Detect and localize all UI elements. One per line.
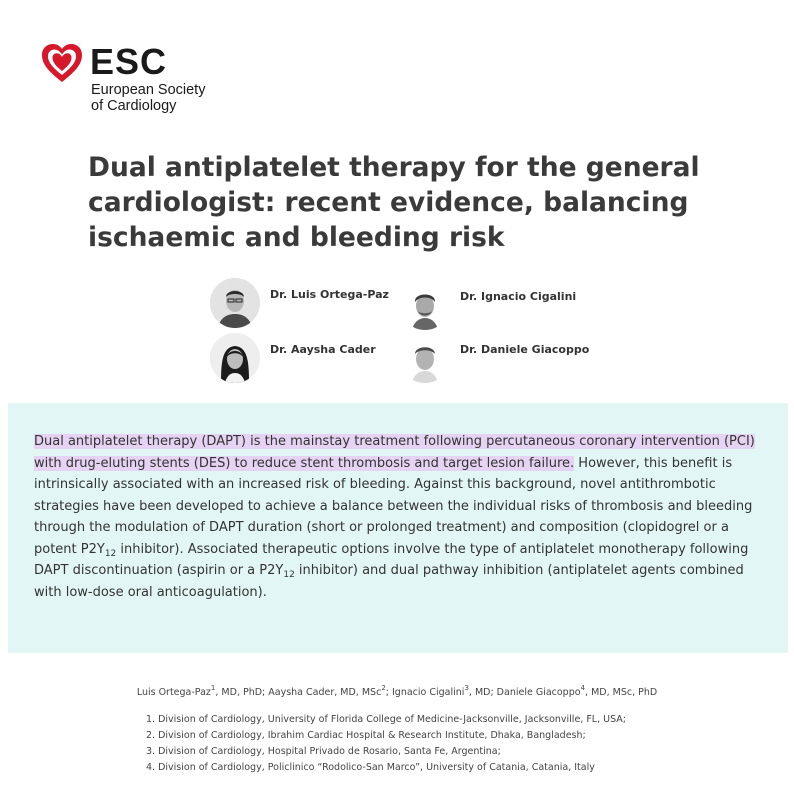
author-name: Dr. Ignacio Cigalini: [460, 290, 577, 303]
affiliation-item: 1. Division of Cardiology, University of Florida College of Medicine-Jacksonville, Jacksonville, FL, USA;: [146, 714, 626, 725]
article-title: Dual antiplatelet therapy for the general cardiologist: recent evidence, balancing ischaemic and bleeding risk: [88, 152, 700, 253]
author-name: Dr. Luis Ortega-Paz: [270, 288, 389, 301]
byline-author: Luis Ortega-Paz: [136, 687, 211, 698]
author-photo: [400, 280, 450, 330]
author-byline: [0, 684, 794, 698]
byline-author: , MD; Daniele Giacoppo: [468, 687, 581, 698]
abstract-box: [8, 403, 788, 653]
affiliations-list: [146, 712, 626, 776]
abstract-part1: However, this benefit is intrinsically associated with an increased risk of bleeding. Against this background, novel antithrombotic strategies have been developed to achieve a balance between the individual risks of thrombosis and bleeding through the modulation of DAPT duration (short or prolonged treatment) and composition (clopidogrel or a potent P2Y: [34, 455, 753, 557]
author-name: Dr. Aaysha Cader: [270, 343, 376, 356]
affiliation-item: 4. Division of Cardiology, Policlinico “Rodolico-San Marco”, University of Catania, Catania, Italy: [146, 762, 595, 773]
byline-author: , MD, PhD; Aaysha Cader, MD, MSc: [215, 687, 382, 698]
affiliation-item: 2. Division of Cardiology, Ibrahim Cardiac Hospital & Research Institute, Dhaka, Bangladesh;: [146, 730, 586, 741]
affiliation-marker: 4: [580, 684, 586, 692]
logo-name-line2: of Cardiology: [91, 98, 177, 114]
logo-abbreviation: ESC: [90, 41, 168, 82]
affiliation-marker: 1: [210, 684, 216, 692]
affiliation-item: 3. Division of Cardiology, Hospital Privado de Rosario, Santa Fe, Argentina;: [146, 746, 501, 757]
author-name: Dr. Daniele Giacoppo: [460, 343, 590, 356]
byline-author: , MD, MSc, PhD: [585, 687, 658, 698]
author-photo: [210, 278, 260, 328]
affiliation-marker: 2: [381, 684, 386, 692]
subscript-12: 12: [104, 548, 117, 559]
author-grid: [210, 278, 610, 383]
abstract-highlight: Dual antiplatelet therapy (DAPT) is the mainstay treatment following percutaneous coronary intervention (PCI) with drug-eluting stents (DES) to reduce stent thrombosis and target lesion failure.: [34, 434, 755, 471]
byline-author: ; Ignacio Cigalini: [385, 687, 465, 698]
heart-logo-icon: [40, 42, 84, 84]
esc-logo: [40, 40, 240, 120]
affiliation-marker: 3: [464, 684, 469, 692]
logo-name-line1: European Society: [91, 82, 206, 98]
abstract-part2: inhibitor). Associated therapeutic options involve the type of antiplatelet monotherapy following DAPT discontinuation (aspirin or a P2Y: [34, 541, 749, 578]
logo-full-name: [91, 82, 271, 114]
author-photo: [400, 333, 450, 383]
subscript-12: 12: [283, 570, 295, 580]
author-photo: [210, 333, 260, 383]
abstract-part3: inhibitor) and dual pathway inhibition (antiplatelet agents combined with low-dose oral anticoagulation).: [34, 563, 744, 600]
abstract-text: [34, 431, 769, 603]
